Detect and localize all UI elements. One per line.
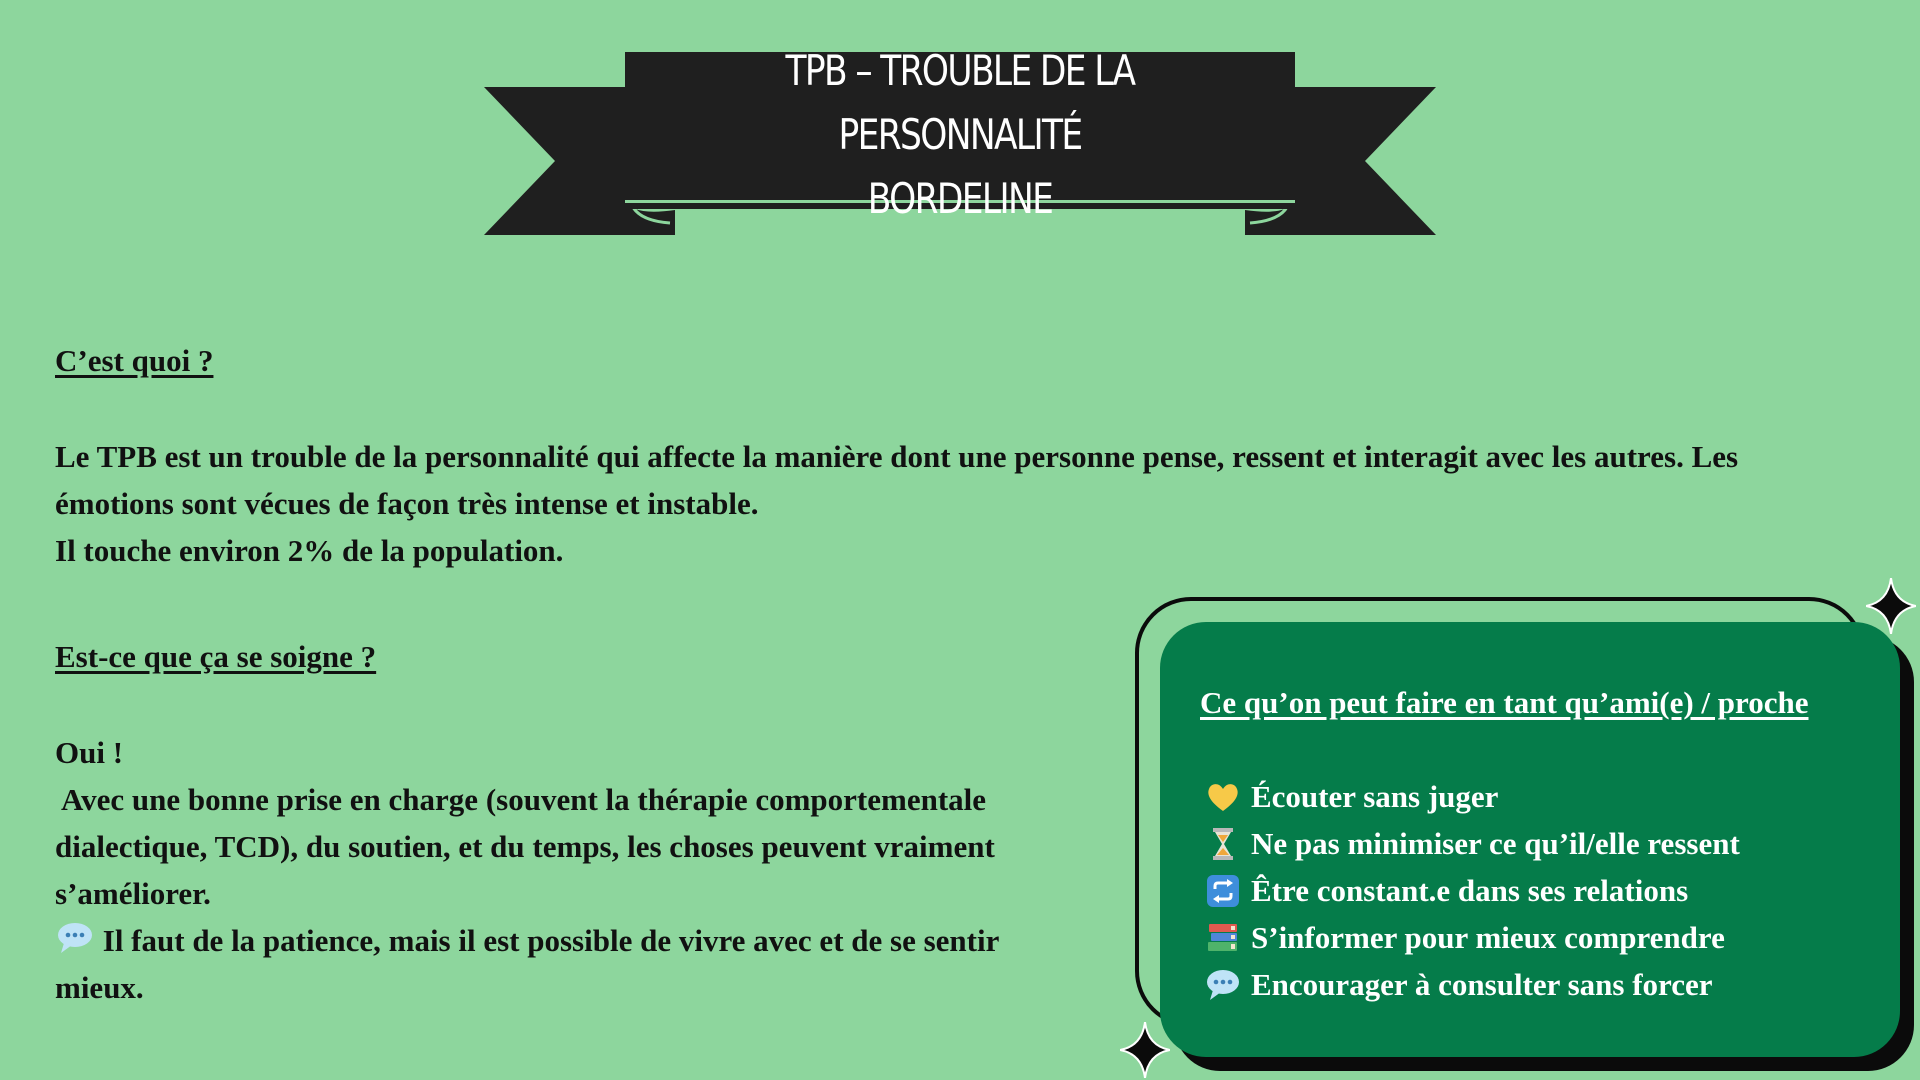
tip-label: Être constant.e dans ses relations — [1251, 872, 1689, 908]
paragraph-treatment — [55, 729, 999, 1011]
prevalence-line: Il touche environ 2% de la population. — [55, 533, 564, 568]
definition-line-1: Le TPB est un trouble de la personnalité qui affecte la manière dont une personne pense, ressent et interagit avec les autres. Les — [55, 439, 1739, 474]
list-item — [1205, 773, 1740, 820]
tips-list — [1205, 773, 1740, 1008]
list-item — [1205, 820, 1740, 867]
list-item — [1205, 961, 1740, 1008]
list-item — [1205, 867, 1740, 914]
tip-label: Écouter sans juger — [1251, 778, 1499, 814]
definition-line-2: émotions sont vécues de façon très intense et instable. — [55, 486, 759, 521]
treatment-line-1: Avec une bonne prise en charge (souvent la thérapie comportementale — [55, 782, 987, 817]
sparkle-icon — [1120, 1022, 1170, 1078]
title-line-2: BORDELINE — [867, 174, 1053, 223]
hourglass-icon — [1205, 826, 1241, 862]
tip-label: Ne pas minimiser ce qu’il/elle ressent — [1251, 825, 1740, 861]
title-banner — [480, 45, 1440, 245]
treatment-line-5: mieux. — [55, 970, 144, 1005]
treatment-line-3: s’améliorer. — [55, 876, 211, 911]
card-heading: Ce qu’on peut faire en tant qu’ami(e) / proche — [1200, 685, 1809, 720]
paragraph-definition — [55, 433, 1738, 574]
heading-what-is-it: C’est quoi ? — [55, 343, 214, 378]
heading-treatment: Est-ce que ça se soigne ? — [55, 639, 377, 674]
repeat-arrows-icon — [1205, 873, 1241, 909]
tip-label: Encourager à consulter sans forcer — [1251, 966, 1713, 1002]
treatment-line-2: dialectique, TCD), du soutien, et du temps, les choses peuvent vraiment — [55, 829, 995, 864]
speech-bubble-icon — [1205, 967, 1241, 1003]
page-title — [685, 46, 1234, 223]
treatment-answer: Oui ! — [55, 735, 124, 770]
title-line-1: TPB – TROUBLE DE LA PERSONNALITÉ — [785, 46, 1135, 159]
books-icon — [1205, 920, 1241, 956]
treatment-line-4: Il faut de la patience, mais il est possible de vivre avec et de se sentir — [95, 923, 1000, 958]
list-item — [1205, 914, 1740, 961]
sparkle-icon — [1866, 578, 1916, 634]
speech-bubble-icon — [55, 921, 95, 955]
tip-label: S’informer pour mieux comprendre — [1251, 919, 1725, 955]
yellow-heart-icon — [1205, 779, 1241, 815]
